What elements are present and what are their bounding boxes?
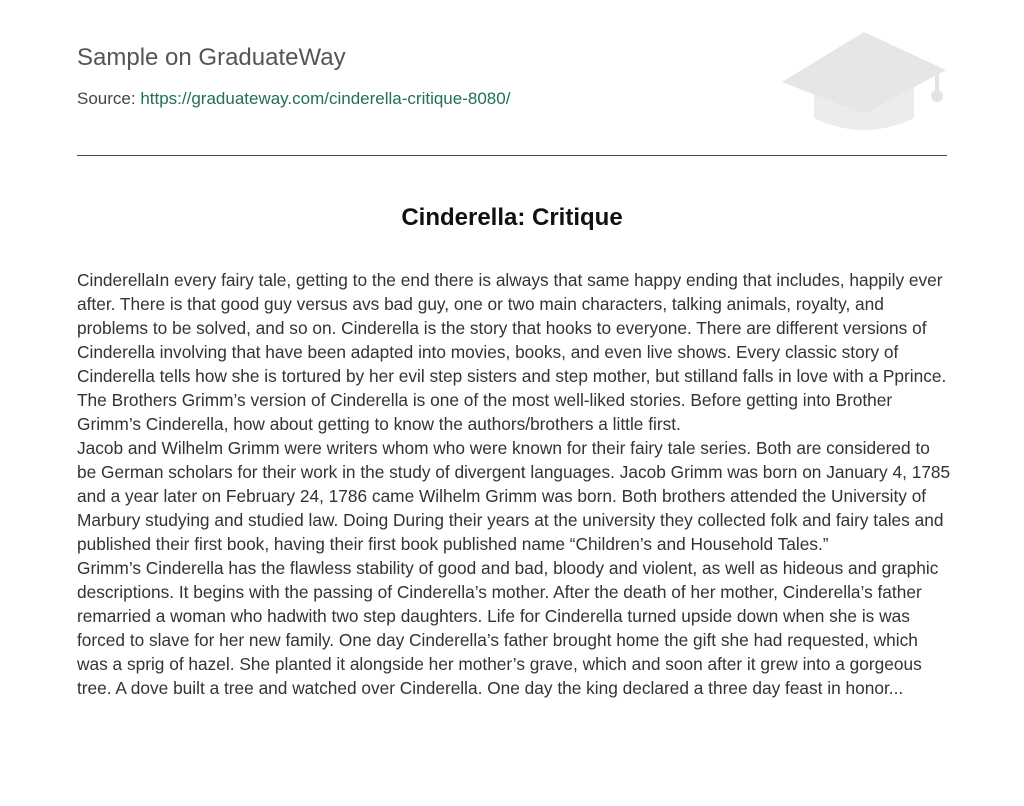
page-header <box>77 0 947 156</box>
graduation-cap-icon <box>780 30 948 134</box>
source-link[interactable]: https://graduateway.com/cinderella-critique-8080/ <box>140 89 511 108</box>
article-paragraph: Jacob and Wilhelm Grimm were writers whom who were known for their fairy tale series. Both are considered to be German scholars for their work in the study of divergent languages. Jacob Grimm was born on January 4, 1785 and a year later on February 24, 1786 came Wilhelm Grimm was born. Both brothers attended the University of Marbury studying and studied law. Doing During their years at the university they collected folk and fairy tales and published their first book, having their first book published name “Children’s and Household Tales.” <box>77 438 951 554</box>
header-divider <box>77 155 947 156</box>
source-label: Source: <box>77 89 141 108</box>
article-paragraph: Grimm’s Cinderella has the flawless stability of good and bad, bloody and violent, as well as hideous and graphic descriptions. It begins with the passing of Cinderella’s mother. After the death of her mother, Cinderella’s father remarried a woman who hadwith two step daughters. Life for Cinderella turned upside down when she is was forced to slave for her new family. One day Cinderella’s father brought home the gift she had requested, which was a sprig of hazel. She planted it alongside her mother’s grave, which and soon after it grew into a gorgeous tree. A dove built a tree and watched over Cinderella. One day the king declared a three day feast in honor... <box>77 558 939 698</box>
article-paragraph: CinderellaIn every fairy tale, getting to the end there is always that same happy ending that includes, happily ever after. There is that good guy versus avs bad guy, one or two main characters, talking animals, royalty, and problems to be solved, and so on. Cinderella is the story that hooks to everyone. There are different versions of Cinderella involving that have been adapted into movies, books, and even live shows. Every classic story of Cinderella tells how she is tortured by her evil step sisters and step mother, but stilland falls in love with a Pprince. The Brothers Grimm’s version of Cinderella is one of the most well-liked stories. Before getting into Brother Grimm’s Cinderella, how about getting to know the authors/brothers a little first. <box>77 270 947 434</box>
site-title: Sample on GraduateWay <box>77 44 346 71</box>
article-title: Cinderella: Critique <box>401 204 623 231</box>
article-body <box>77 268 952 700</box>
source-line <box>77 89 510 109</box>
